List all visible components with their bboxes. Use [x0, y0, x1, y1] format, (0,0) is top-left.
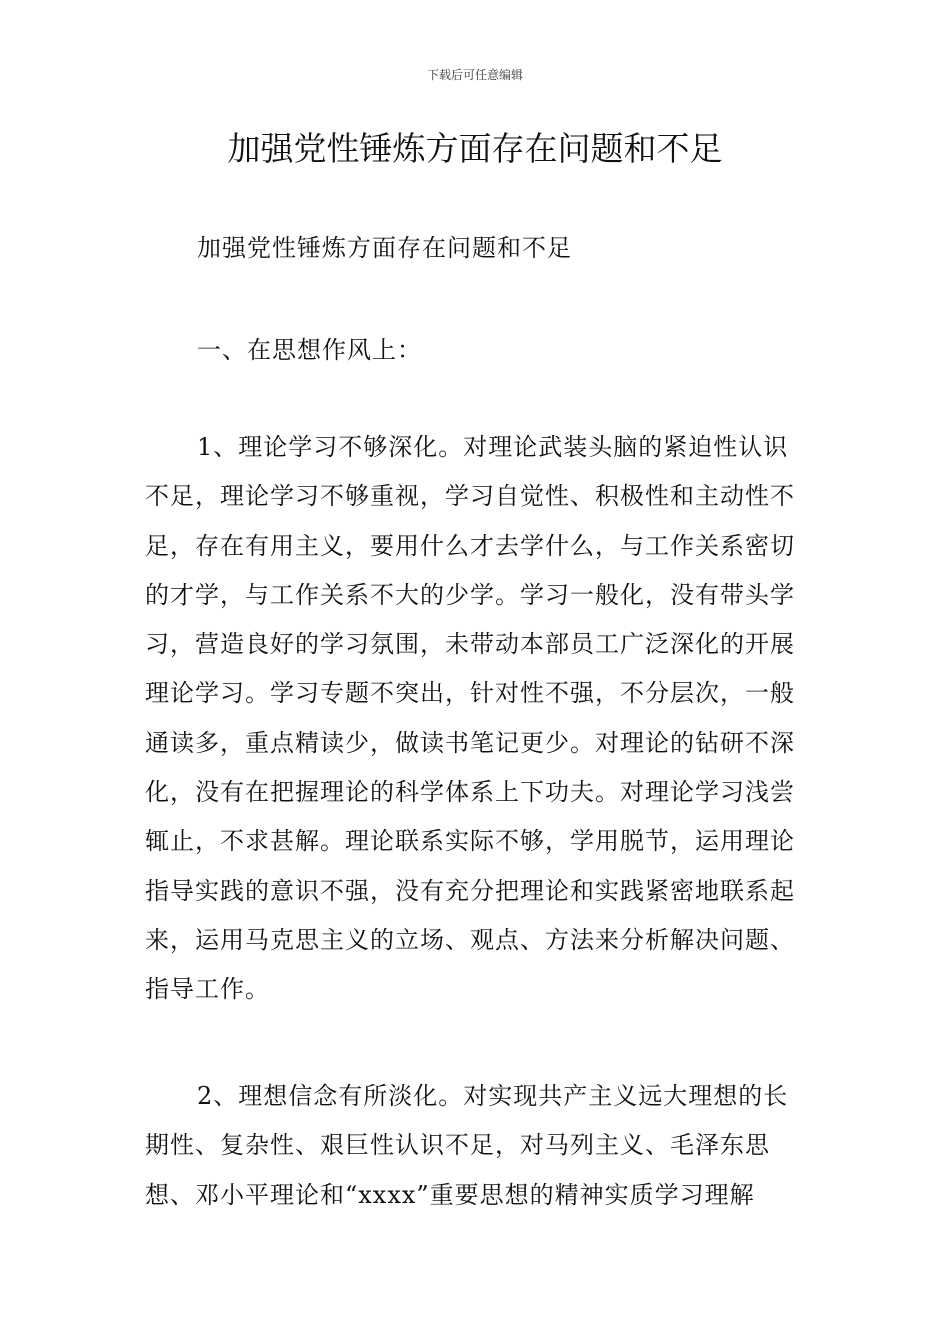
paragraph-item-2: 2、理想信念有所淡化。对实现共产主义远大理想的长期性、复杂性、艰巨性认识不足，对马列主义、毛泽东思想、邓小平理论和“xxxx”重要思想的精神实质学习理解 — [145, 1082, 789, 1209]
section-heading: 一、在思想作风上： — [197, 336, 422, 364]
paragraph-item-1: 1、理论学习不够深化。对理论武装头脑的紧迫性认识不足，理论学习不够重视，学习自觉性、积极性和主动性不足，存在有用主义，要用什么才去学什么，与工作关系密切的才学，与工作关系不大的少学。学习一般化，没有带头学习，营造良好的学习氛围，未带动本部员工广泛深化的开展理论学习。学习专题不突出，针对性不强，不分层次，一般通读多，重点精读少，做读书笔记更少。对理论的钻研不深化，没有在把握理论的科学体系上下功夫。对理论学习浅尝辄止，不求甚解。理论联系实际不够，学用脱节，运用理论指导实践的意识不强，没有充分把理论和实践紧密地联系起来，运用马克思主义的立场、观点、方法来分析解决问题、指导工作。 — [145, 433, 795, 1004]
document-title: 加强党性锤炼方面存在问题和不足 — [227, 129, 723, 168]
document-subtitle: 加强党性锤炼方面存在问题和不足 — [197, 234, 572, 262]
header-note: 下载后可任意编辑 — [426, 68, 523, 82]
